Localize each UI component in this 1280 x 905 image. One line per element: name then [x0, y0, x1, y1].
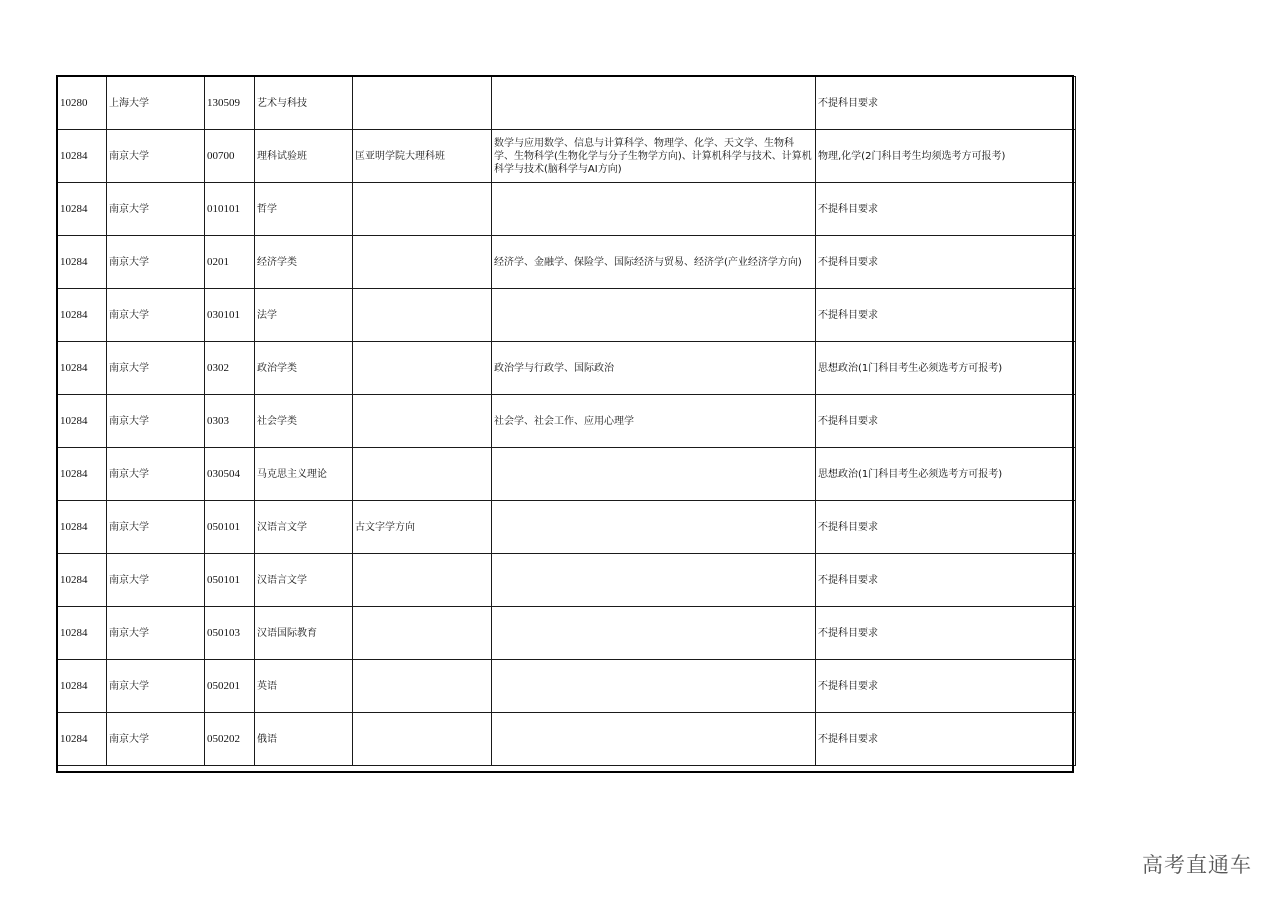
- table-row: [58, 342, 1076, 395]
- table-row: [58, 554, 1076, 607]
- major-code-cell: 130509: [205, 77, 255, 130]
- school-name-cell: 南京大学: [107, 183, 205, 236]
- school-name-cell: 南京大学: [107, 342, 205, 395]
- included-majors-cell: [492, 77, 816, 130]
- subject-requirement-cell: 不提科目要求: [816, 77, 1076, 130]
- included-majors-cell: 政治学与行政学、国际政治: [492, 342, 816, 395]
- table-row: [58, 289, 1076, 342]
- school-code-cell: 10280: [58, 77, 107, 130]
- school-name-cell: 南京大学: [107, 130, 205, 183]
- major-name-cell: 经济学类: [255, 236, 353, 289]
- subject-requirement-cell: 不提科目要求: [816, 183, 1076, 236]
- major-name-cell: 汉语国际教育: [255, 607, 353, 660]
- major-name-cell: 政治学类: [255, 342, 353, 395]
- school-code-cell: 10284: [58, 342, 107, 395]
- subject-requirement-cell: 不提科目要求: [816, 713, 1076, 766]
- table-row: [58, 607, 1076, 660]
- subject-requirement-cell: 不提科目要求: [816, 660, 1076, 713]
- major-note-cell: [353, 660, 492, 713]
- included-majors-cell: [492, 713, 816, 766]
- school-code-cell: 10284: [58, 130, 107, 183]
- school-name-cell: 南京大学: [107, 607, 205, 660]
- major-code-cell: 010101: [205, 183, 255, 236]
- major-note-cell: [353, 183, 492, 236]
- table-row: [58, 713, 1076, 766]
- subject-requirement-cell: 物理,化学(2门科目考生均须选考方可报考): [816, 130, 1076, 183]
- table-row: [58, 183, 1076, 236]
- school-code-cell: 10284: [58, 501, 107, 554]
- included-majors-cell: [492, 289, 816, 342]
- major-code-cell: 050103: [205, 607, 255, 660]
- table-row: [58, 236, 1076, 289]
- major-code-cell: 050101: [205, 501, 255, 554]
- included-majors-cell: [492, 183, 816, 236]
- subject-requirement-table: [57, 76, 1076, 766]
- subject-requirement-cell: 不提科目要求: [816, 236, 1076, 289]
- major-note-cell: [353, 448, 492, 501]
- major-code-cell: 00700: [205, 130, 255, 183]
- school-code-cell: 10284: [58, 395, 107, 448]
- school-code-cell: 10284: [58, 236, 107, 289]
- major-note-cell: [353, 607, 492, 660]
- subject-requirement-cell: 不提科目要求: [816, 289, 1076, 342]
- major-name-cell: 汉语言文学: [255, 501, 353, 554]
- included-majors-cell: [492, 448, 816, 501]
- major-name-cell: 艺术与科技: [255, 77, 353, 130]
- major-note-cell: [353, 713, 492, 766]
- table-row: [58, 130, 1076, 183]
- major-name-cell: 英语: [255, 660, 353, 713]
- major-note-cell: [353, 342, 492, 395]
- major-code-cell: 0303: [205, 395, 255, 448]
- major-name-cell: 汉语言文学: [255, 554, 353, 607]
- major-code-cell: 030101: [205, 289, 255, 342]
- major-name-cell: 哲学: [255, 183, 353, 236]
- major-note-cell: 古文字学方向: [353, 501, 492, 554]
- major-name-cell: 马克思主义理论: [255, 448, 353, 501]
- major-name-cell: 社会学类: [255, 395, 353, 448]
- major-note-cell: [353, 236, 492, 289]
- school-code-cell: 10284: [58, 183, 107, 236]
- included-majors-cell: 数学与应用数学、信息与计算科学、物理学、化学、天文学、生物科学、生物科学(生物化学与分子生物学方向)、计算机科学与技术、计算机科学与技术(脑科学与AI方向): [492, 130, 816, 183]
- major-note-cell: [353, 395, 492, 448]
- subject-requirement-cell: 不提科目要求: [816, 554, 1076, 607]
- major-code-cell: 030504: [205, 448, 255, 501]
- subject-requirement-cell: 不提科目要求: [816, 501, 1076, 554]
- major-note-cell: [353, 554, 492, 607]
- major-name-cell: 俄语: [255, 713, 353, 766]
- school-name-cell: 南京大学: [107, 554, 205, 607]
- subject-requirement-cell: 思想政治(1门科目考生必须选考方可报考): [816, 342, 1076, 395]
- school-code-cell: 10284: [58, 448, 107, 501]
- school-code-cell: 10284: [58, 554, 107, 607]
- included-majors-cell: [492, 501, 816, 554]
- school-code-cell: 10284: [58, 607, 107, 660]
- included-majors-cell: 社会学、社会工作、应用心理学: [492, 395, 816, 448]
- school-name-cell: 南京大学: [107, 236, 205, 289]
- major-note-cell: 匡亚明学院大理科班: [353, 130, 492, 183]
- subject-requirement-cell: 思想政治(1门科目考生必须选考方可报考): [816, 448, 1076, 501]
- subject-requirement-cell: 不提科目要求: [816, 395, 1076, 448]
- school-name-cell: 南京大学: [107, 395, 205, 448]
- major-code-cell: 0201: [205, 236, 255, 289]
- table-row: [58, 395, 1076, 448]
- included-majors-cell: [492, 660, 816, 713]
- major-code-cell: 050101: [205, 554, 255, 607]
- school-code-cell: 10284: [58, 660, 107, 713]
- included-majors-cell: [492, 554, 816, 607]
- table-row: [58, 660, 1076, 713]
- school-name-cell: 南京大学: [107, 713, 205, 766]
- major-code-cell: 050201: [205, 660, 255, 713]
- table-row: [58, 501, 1076, 554]
- table-row: [58, 77, 1076, 130]
- school-name-cell: 南京大学: [107, 289, 205, 342]
- table-row: [58, 448, 1076, 501]
- major-note-cell: [353, 289, 492, 342]
- included-majors-cell: 经济学、金融学、保险学、国际经济与贸易、经济学(产业经济学方向): [492, 236, 816, 289]
- major-name-cell: 法学: [255, 289, 353, 342]
- major-name-cell: 理科试验班: [255, 130, 353, 183]
- table-body: [58, 77, 1076, 766]
- subject-requirement-cell: 不提科目要求: [816, 607, 1076, 660]
- school-name-cell: 上海大学: [107, 77, 205, 130]
- major-code-cell: 050202: [205, 713, 255, 766]
- school-name-cell: 南京大学: [107, 660, 205, 713]
- major-note-cell: [353, 77, 492, 130]
- watermark: 高考直通车: [1142, 853, 1252, 877]
- school-code-cell: 10284: [58, 713, 107, 766]
- school-name-cell: 南京大学: [107, 501, 205, 554]
- major-code-cell: 0302: [205, 342, 255, 395]
- school-name-cell: 南京大学: [107, 448, 205, 501]
- included-majors-cell: [492, 607, 816, 660]
- school-code-cell: 10284: [58, 289, 107, 342]
